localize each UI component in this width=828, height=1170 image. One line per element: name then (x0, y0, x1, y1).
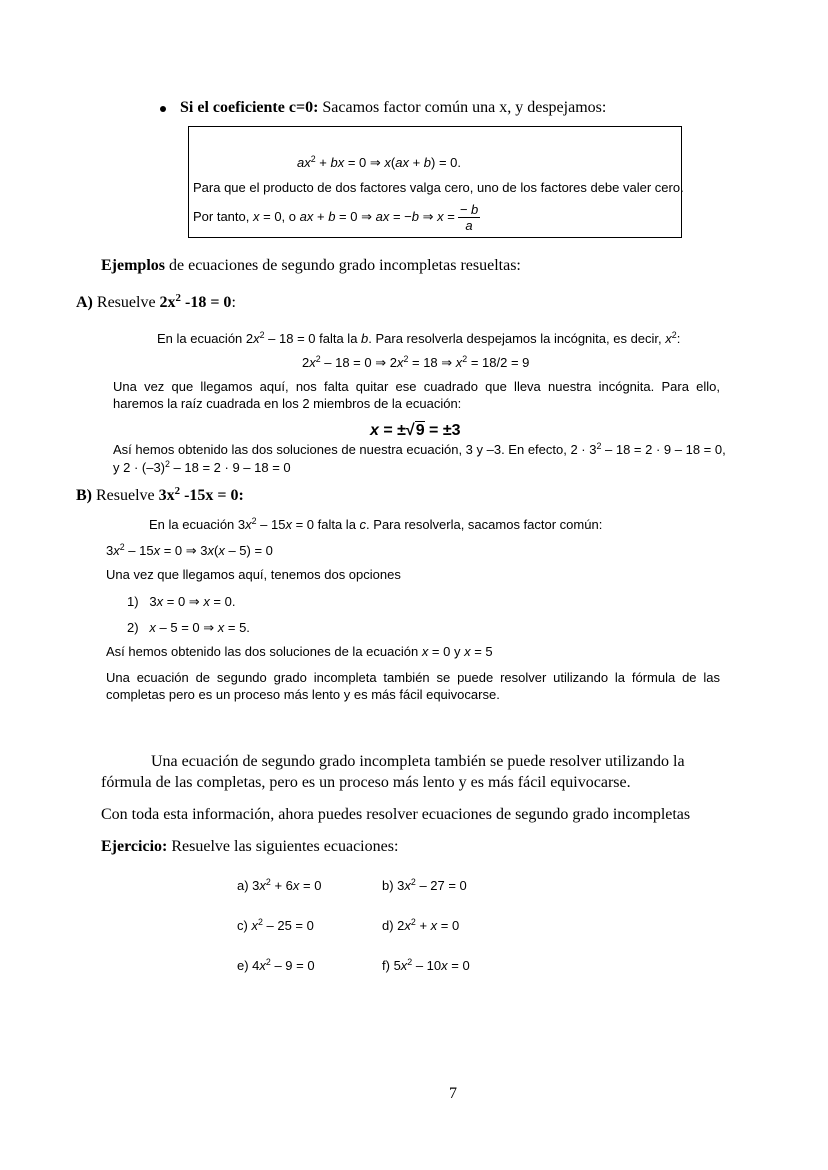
exercise-e-label: e) (237, 958, 249, 973)
exercise-c-label: c) (237, 918, 248, 933)
example-b-factor: $3x^2 - 15x = 0$ ⇒ 3x(x – 5) = 0 (106, 542, 273, 558)
example-b-label: B) (76, 487, 92, 504)
example-b-option-2: 2) x – 5 = 0 ⇒ x = 5. (127, 620, 250, 635)
example-a-intro: En la ecuación $2x^2 - 18 = 0$ falta la b. Para resolverla despejamos la incógnita, es decir, $x^2$: (157, 330, 681, 346)
example-b-note: Una ecuación de segundo grado incompleta también se puede resolver utilizando la fórmula de las completas pero es un proceso más lento y es más fácil equivocarse. (106, 670, 720, 702)
examples-rest: de ecuaciones de segundo grado incompletas resueltas: (165, 257, 521, 274)
exercise-rest: Resuelve las siguientes ecuaciones: (167, 838, 399, 855)
example-a-solutions-1: Así hemos obtenido las dos soluciones de nuestra ecuación, 3 y –3. En efecto, $2 \cdot 3^2 - 18 = 2 \cdot 9 - 18 = 0$, (113, 441, 726, 457)
box-formula-line: $ax^2$ + bx = 0 ⇒ x(ax + b) = 0. (297, 154, 462, 170)
box-explanation: Para que el producto de dos factores valga cero, uno de los factores debe valer cero. (193, 180, 684, 195)
exercise-a-label: a) (237, 878, 249, 893)
exercise-a: a) $3x^2 + 6x = 0$ (237, 877, 322, 893)
example-b-heading: B) Resuelve $3x^2$ -15x = 0: (76, 485, 244, 504)
example-a-root: x = ±√9 = ±3 (370, 422, 461, 439)
example-b-solutions: Así hemos obtenido las dos soluciones de la ecuación x = 0 y x = 5 (106, 644, 493, 659)
example-a-solutions-2: y $2 \cdot (-3)^2 - 18 = 2 \cdot 9 - 18 = 0$ (113, 459, 291, 475)
fraction-numerator: − b (459, 202, 479, 217)
closing-line-1: Una ecuación de segundo grado incompleta también se puede resolver utilizando la (151, 753, 685, 770)
option-2-number: 2) (127, 620, 139, 635)
exercise-d: d) $2x^2 + x = 0$ (382, 917, 460, 933)
exercise-f-label: f) (382, 958, 390, 973)
page-number: 7 (449, 1085, 457, 1102)
exercise-e: e) $4x^2 - 9 = 0$ (237, 957, 315, 973)
bullet-icon (160, 106, 166, 112)
box-conclusion: Por tanto, x = 0, o ax + b = 0 ⇒ ax = −b ⇒ x = $\frac{- b}{a}$ (193, 202, 479, 233)
exercise-heading (101, 838, 398, 856)
examples-lead: Ejemplos (101, 257, 165, 274)
option-1-number: 1) (127, 594, 139, 609)
solution-fraction (458, 202, 480, 233)
examples-heading (101, 257, 521, 275)
case-c0-heading (180, 99, 606, 117)
example-b-verb: Resuelve (96, 487, 155, 504)
example-b-options-intro: Una vez que llegamos aquí, tenemos dos opciones (106, 567, 401, 582)
example-a-heading: A) Resuelve $2x^2$ -18 = 0: (76, 292, 236, 311)
fraction-denominator: a (465, 218, 473, 233)
example-b-intro: En la ecuación $3x^2 - 15x = 0$ falta la c. Para resolverla, sacamos factor común: (149, 516, 603, 532)
exercise-b: b) $3x^2 - 27 = 0$ (382, 877, 467, 893)
closing-paragraph-2: Con toda esta información, ahora puedes resolver ecuaciones de segundo grado incompletas (101, 806, 691, 823)
example-a-steps: $2x^2 - 18 = 0$ ⇒ $2x^2 = 18$ ⇒ $x^2 = 18/2 = 9$ (302, 354, 530, 370)
exercise-lead: Ejercicio: (101, 838, 168, 855)
exercise-b-label: b) (382, 878, 394, 893)
case-c0-lead: Si el coeficiente c=0: (180, 99, 319, 116)
example-b-option-1: 1) 3x = 0 ⇒ x = 0. (127, 594, 236, 609)
example-a-label: A) (76, 294, 93, 311)
example-a-verb: Resuelve (96, 294, 156, 311)
example-a-paragraph: Una vez que llegamos aquí, nos falta quitar ese cuadrado que lleva nuestra incógnita. Para ello, haremos la raíz cuadrada en los 2 miembros de la ecuación: (113, 379, 720, 411)
exercise-d-label: d) (382, 918, 394, 933)
case-c0-rest: Sacamos factor común una x, y despejamos: (318, 99, 607, 116)
closing-line-2: fórmula de las completas, pero es un proceso más lento y es más fácil equivocarse. (101, 774, 631, 791)
exercise-c: c) $x^2 - 25 = 0$ (237, 917, 314, 933)
exercise-f: f) $5x^2 - 10x = 0$ (382, 957, 470, 973)
box-por-tanto: Por tanto, (193, 208, 250, 224)
